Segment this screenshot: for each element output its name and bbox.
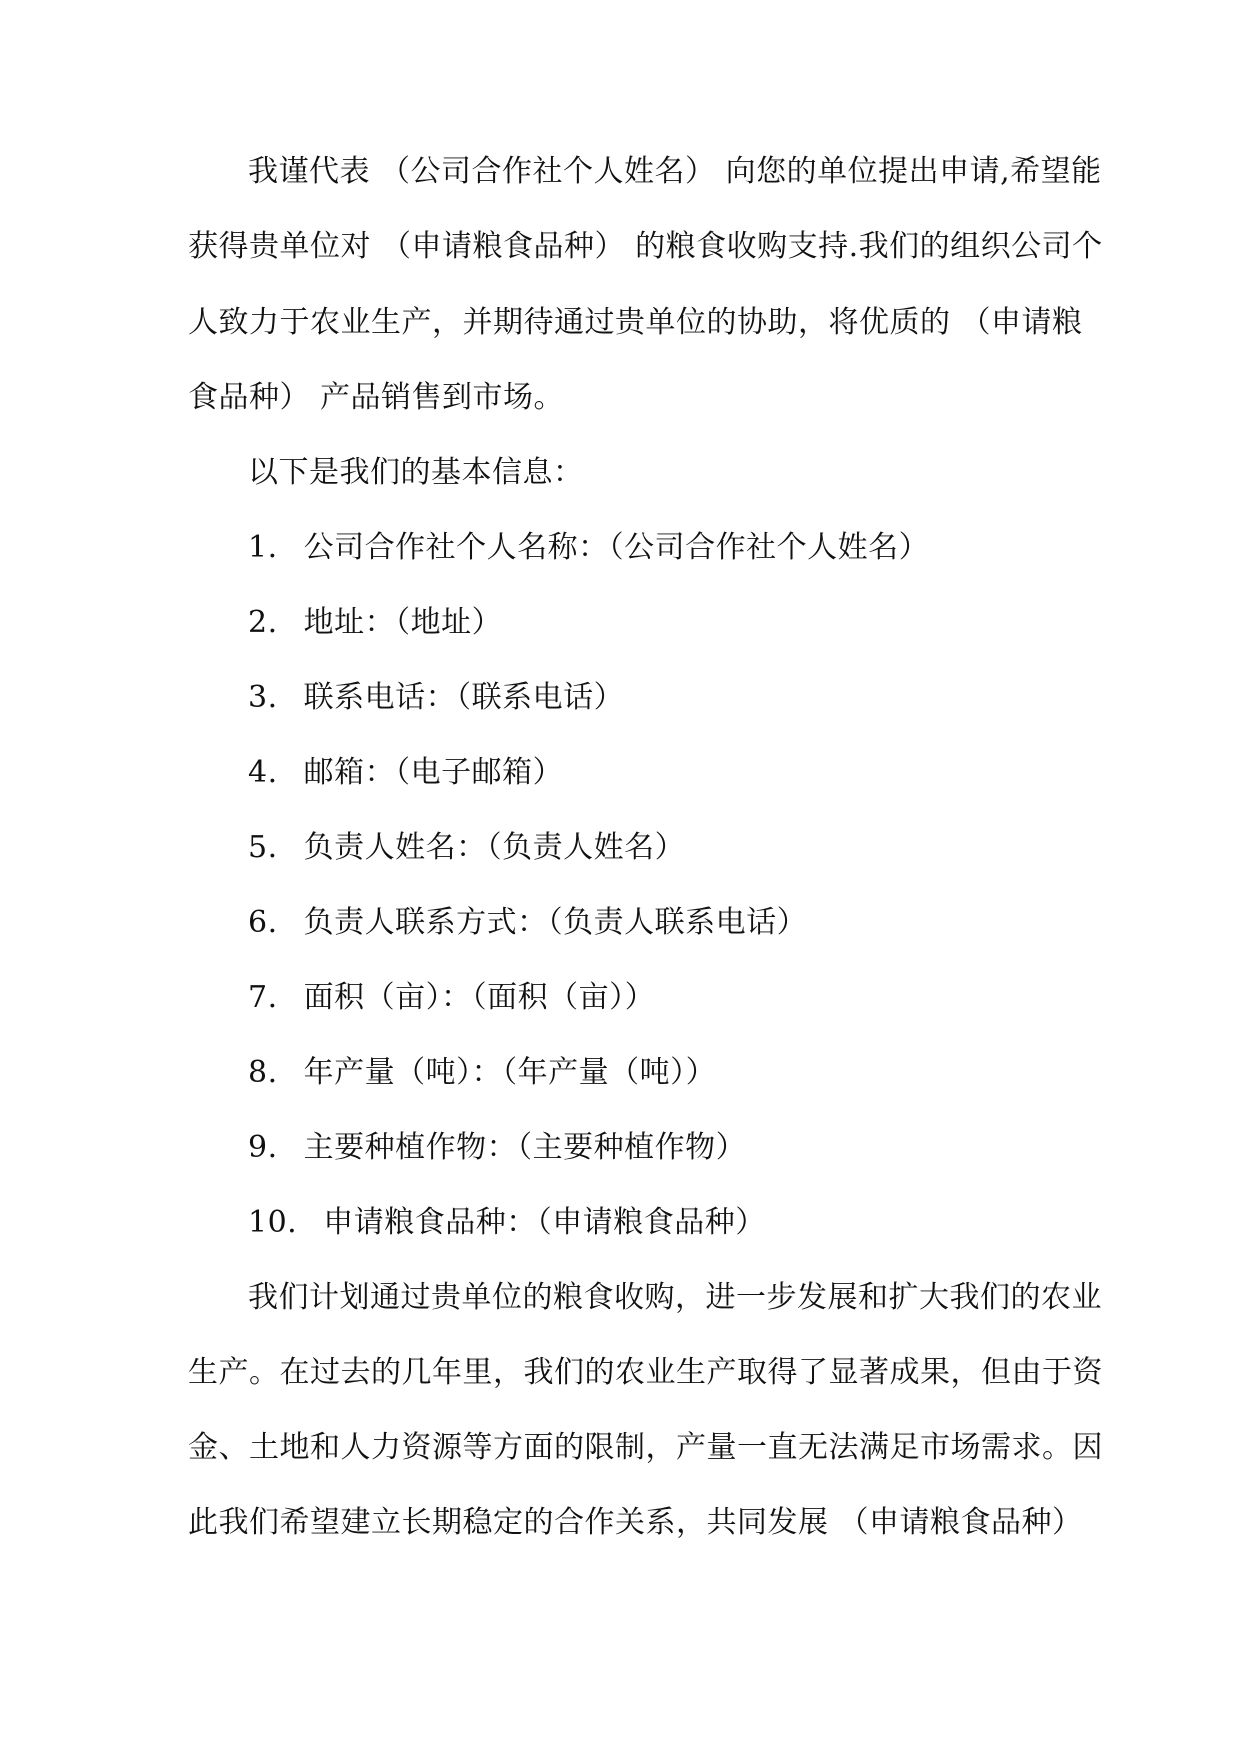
list-item-number: 4. <box>248 755 278 790</box>
paragraph1-line-1: 我谨代表 （公司合作社个人姓名） 向您的单位提出申请,希望能 <box>248 154 1102 189</box>
list-item-number: 9. <box>248 1130 278 1165</box>
list-item-text: 联系电话：（联系电话） <box>303 680 625 715</box>
list-item-text: 地址：（地址） <box>303 605 503 640</box>
list-item-text: 申请粮食品种：（申请粮食品种） <box>323 1205 766 1240</box>
list-item-number: 7. <box>248 980 278 1015</box>
list-item-number: 2. <box>248 605 278 640</box>
paragraph2-line-4: 此我们希望建立长期稳定的合作关系，共同发展 （申请粮食品种） <box>188 1505 1083 1540</box>
list-item-text: 主要种植作物：（主要种植作物） <box>303 1130 747 1165</box>
paragraph1-line-4: 食品种） 产品销售到市场。 <box>188 380 565 415</box>
list-item-text: 负责人姓名：（负责人姓名） <box>303 830 686 865</box>
list-item <box>248 978 655 1018</box>
list-item <box>248 1128 746 1168</box>
list-item <box>248 753 563 793</box>
list-item <box>248 1203 766 1243</box>
list-item <box>248 678 624 718</box>
list-item <box>248 828 685 868</box>
list-item-text: 邮箱：（电子邮箱） <box>303 755 564 790</box>
paragraph2-line-1: 我们计划通过贵单位的粮食收购，进一步发展和扩大我们的农业 <box>248 1280 1102 1315</box>
list-item-number: 10. <box>248 1205 298 1240</box>
list-item-number: 1. <box>248 530 278 565</box>
list-item-number: 5. <box>248 830 278 865</box>
list-item <box>248 1053 716 1093</box>
list-item <box>248 528 929 568</box>
paragraph1-line-2: 获得贵单位对 （申请粮食品种） 的粮食收购支持.我们的组织公司个 <box>188 229 1103 264</box>
list-item <box>248 603 502 643</box>
list-item-text: 公司合作社个人名称：（公司合作社个人姓名） <box>303 530 930 565</box>
list-item-number: 3. <box>248 680 278 715</box>
list-item-text: 负责人联系方式：（负责人联系电话） <box>303 905 808 940</box>
intro-line: 以下是我们的基本信息： <box>248 455 584 490</box>
paragraph2-line-2: 生产。在过去的几年里，我们的农业生产取得了显著成果，但由于资 <box>188 1355 1103 1390</box>
list-item-text: 年产量（吨）：（年产量（吨）） <box>303 1055 717 1090</box>
paragraph1-line-3: 人致力于农业生产，并期待通过贵单位的协助，将优质的 （申请粮 <box>188 305 1083 340</box>
list-item-number: 8. <box>248 1055 278 1090</box>
list-item <box>248 903 807 943</box>
list-item-text: 面积（亩）：（面积（亩）） <box>303 980 656 1015</box>
paragraph2-line-3: 金、土地和人力资源等方面的限制，产量一直无法满足市场需求。因 <box>188 1430 1103 1465</box>
list-item-number: 6. <box>248 905 278 940</box>
